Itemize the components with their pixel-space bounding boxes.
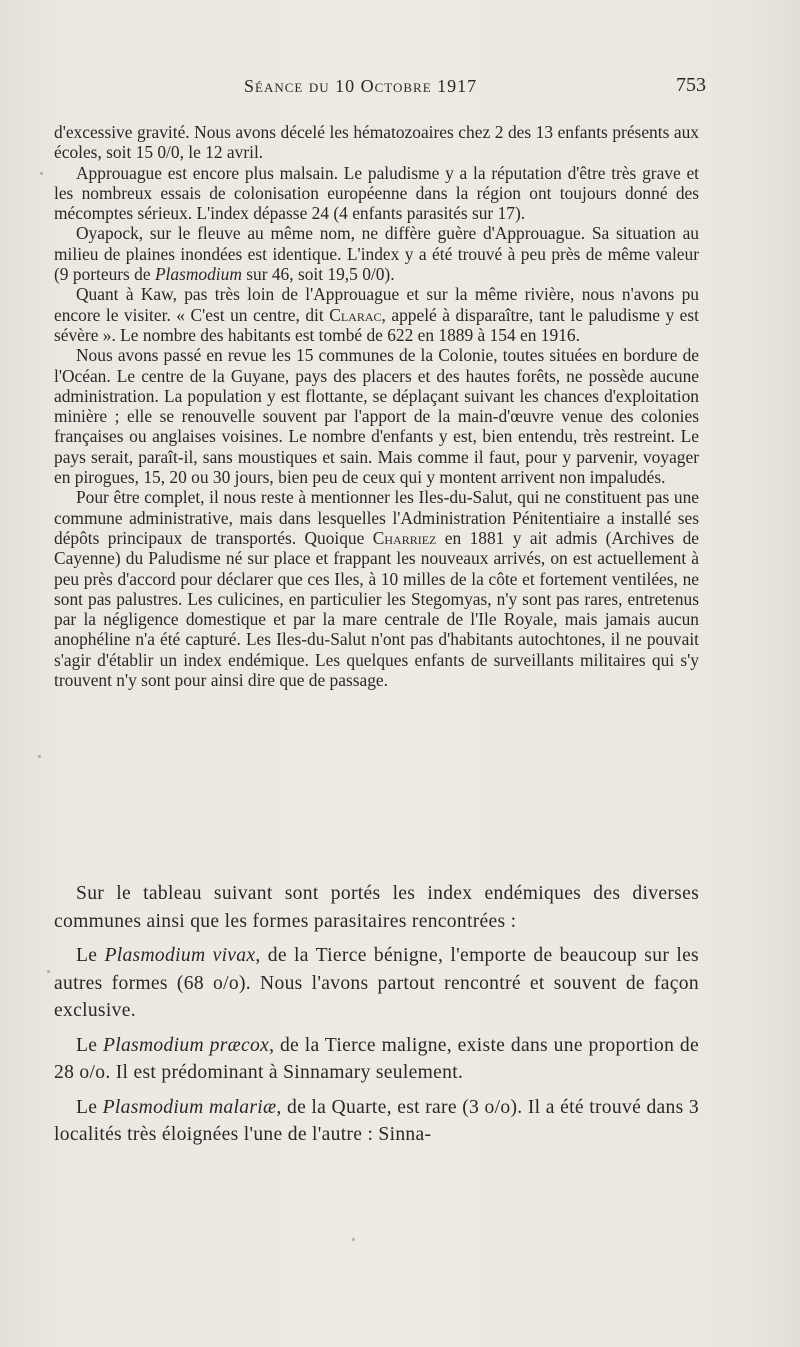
text-run: Le <box>76 1096 103 1118</box>
page-number: 753 <box>676 74 706 96</box>
scan-speck <box>38 755 41 758</box>
text-run: , appelé à disparaître, tant le paludisme y est sévère ». Le nombre des habitants est tombé de 622 en 1889 à 154 en 1916. <box>54 304 699 345</box>
paragraph: Nous avons passé en revue les 15 communes de la Colonie, toutes situées en bordure de l'Océan. Le centre de la Guyane, pays des placers et des hautes forêts, ne possède aucune administration. La population y est flottante, se déplaçant suivant les chances d'exploitation minière ; elle se renouvelle souvent par l'apport de la main-d'œuvre venue des colonies françaises ou anglaises voisines. Le nombre d'enfants y est, bien entendu, très restreint. Le pays serait, paraît-il, sans moustiques et sain. Mais comme il faut, pour y parvenir, voyager en pirogues, 15, 20 ou 30 jours, bien peu de ceux qui y montent arrivent non impaludés. <box>54 345 699 488</box>
body-text-small <box>54 122 699 690</box>
paragraph: Sur le tableau suivant sont portés les index endémiques des diverses communes ainsi que les formes parasitaires rencontrées : <box>54 883 699 932</box>
italic-term: Plasmodium præcox <box>102 1034 270 1056</box>
text-run: Le <box>76 945 105 966</box>
paragraph <box>54 223 699 284</box>
paragraph <box>54 942 699 1025</box>
italic-term: Plasmodium <box>154 264 242 285</box>
text-run: Le <box>76 1034 103 1056</box>
paragraph <box>54 1094 699 1149</box>
scan-speck <box>352 1238 355 1241</box>
text-run: Pour être complet, il nous reste à mentionner les Iles-du-Salut, qui ne constituent pas une commune administrative, mais dans lesquelles l'Administration Pénitentiaire a installé ses dépôts principaux de transportés. Quoique <box>54 487 699 548</box>
text-run: , de la Quarte, est rare (3 o/o). Il a été trouvé dans 3 localités très éloignées l'une de l'autre : Sinna- <box>54 1096 700 1145</box>
text-run: , de la Tierce maligne, existe dans une proportion de 28 o/o. Il est prédominant à Sinnamary seulement. <box>54 1034 699 1083</box>
text-run: en 1881 y ait admis (Archives de Cayenne) du Paludisme né sur place et frappant les nouveaux arrivés, on est actuellement à peu près d'accord pour déclarer que ces Iles, à 10 milles de la côte et fortement ventilées, ne sont pas palustres. Les culicines, en particulier les Stegomyas, n'y sont pas rares, entretenus par la négligence domestique et par la mare centrale de l'Ile Royale, mais jamais aucun anophéline n'a été capturé. Les Iles-du-Salut n'ont pas d'habitants autochtones, il ne pouvait s'agir d'établir un index endémique. Les quelques enfants de surveillants militaires qui s'y trouvent n'y sont pour ainsi dire que de passage. <box>54 527 700 691</box>
paragraph <box>54 284 699 345</box>
paragraph: Approuague est encore plus malsain. Le paludisme y a la réputation d'être très grave et les nombreux essais de colonisation européenne dans la région ont toujours donné des mécomptes sérieux. L'index dépasse 24 (4 enfants parasités sur 17). <box>54 162 699 224</box>
italic-term: Plasmodium vivax <box>104 945 256 966</box>
text-run: sur 46, soit 19,5 0/0). <box>241 264 395 285</box>
text-run: Oyapock, sur le fleuve au même nom, ne diffère guère d'Approuague. Sa situation au milieu de plaines inondées est identique. L'index y a été trouvé à peu près de même valeur (9 porteurs de <box>54 223 699 285</box>
body-text-large <box>54 880 699 1149</box>
scan-speck <box>40 172 43 175</box>
italic-term: Plasmodium malariæ <box>102 1096 277 1118</box>
author-name: Charriez <box>372 527 437 548</box>
scan-speck <box>47 970 50 973</box>
paragraph <box>54 1032 699 1087</box>
running-title: Séance du 10 Octobre 1917 <box>244 76 478 96</box>
author-name: Clarac <box>329 304 382 325</box>
paragraph <box>54 487 699 690</box>
text-run: Quant à Kaw, pas très loin de l'Approuague et sur la même rivière, nous n'avons pu encore le visiter. « C'est un centre, dit <box>54 284 699 325</box>
page-header <box>54 74 708 104</box>
text-run: , de la Tierce bénigne, l'emporte de beaucoup sur les autres formes (68 o/o). Nous l'avons partout rencontré et souvent de façon exclusive. <box>54 945 699 1021</box>
paragraph: d'excessive gravité. Nous avons décelé les hématozoaires chez 2 des 13 enfants présents aux écoles, soit 15 0/0, le 12 avril. <box>54 122 699 163</box>
